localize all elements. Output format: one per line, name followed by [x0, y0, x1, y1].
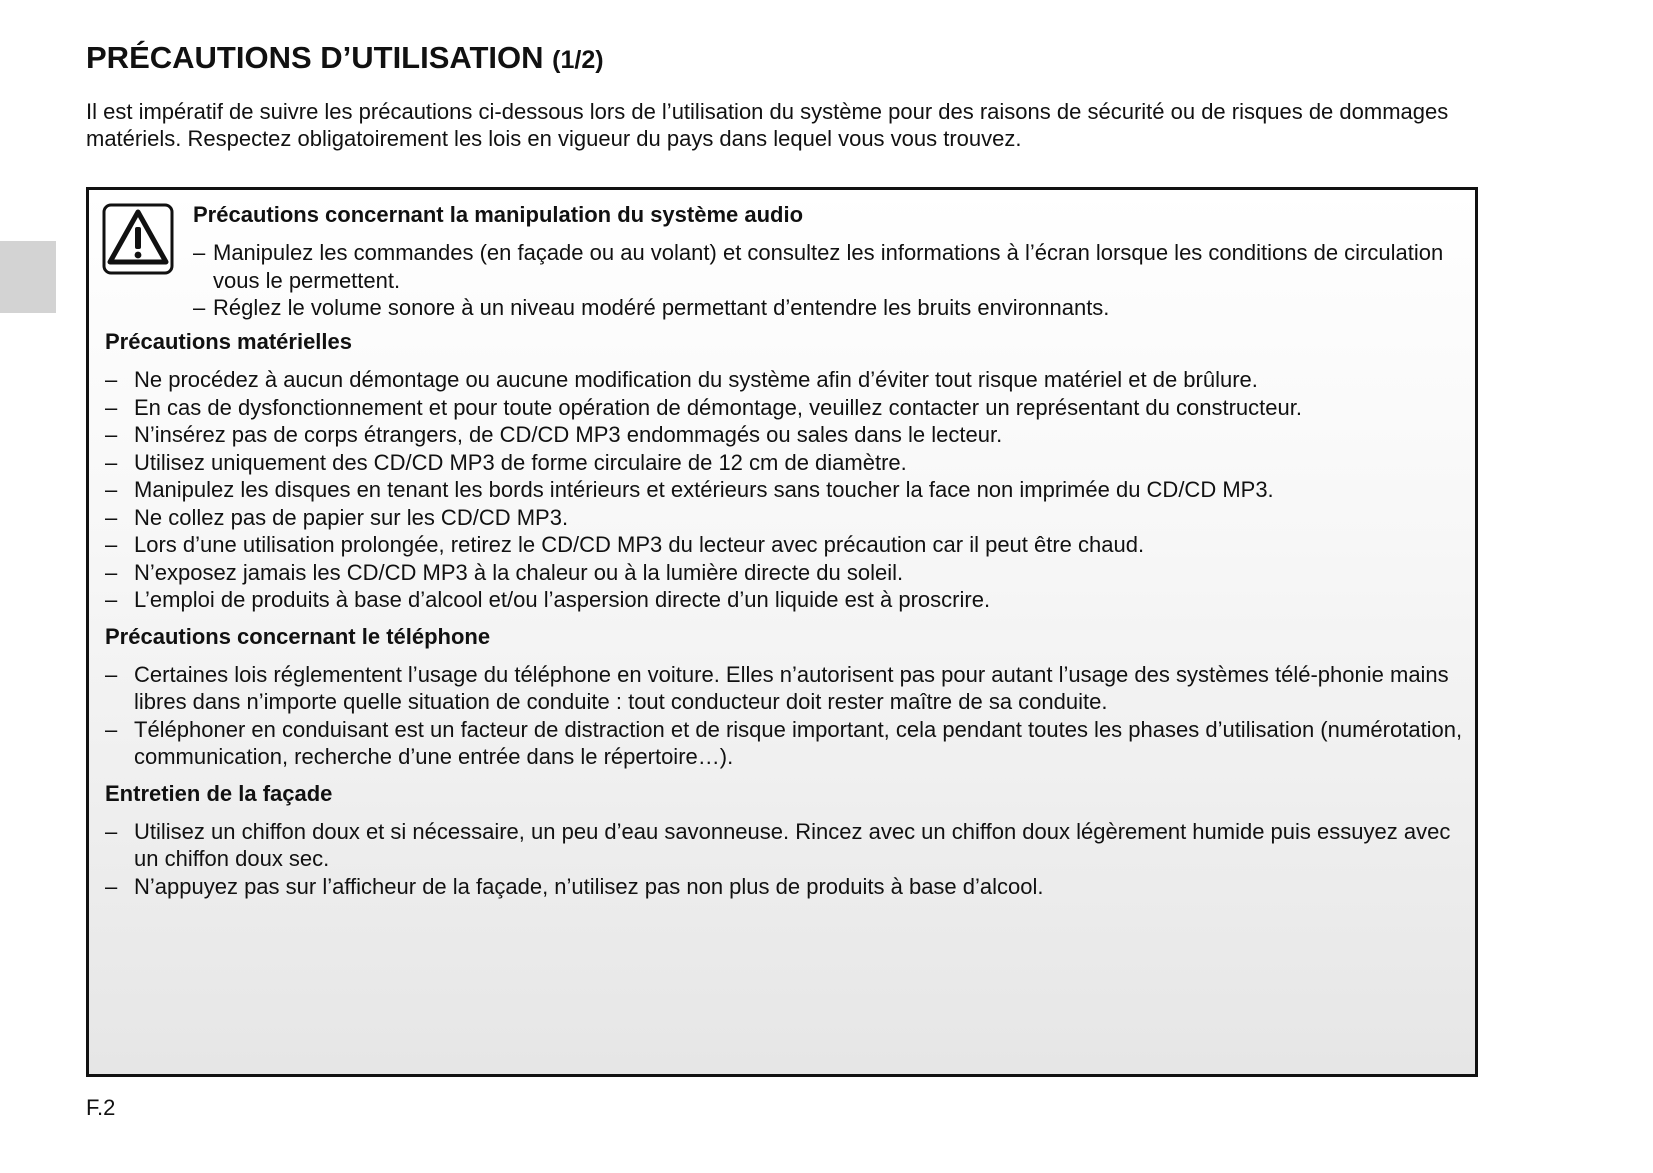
list-item: – Lors d’une utilisation prolongée, retirez le CD/CD MP3 du lecteur avec précaution car il peut être chaud. [105, 532, 1145, 557]
list-item: – Manipulez les commandes (en façade ou au volant) et consultez les informations à l’écran lorsque les conditions de circulation vous le permettent. [193, 240, 1444, 293]
list-item: – Réglez le volume sonore à un niveau modéré permettant d’entendre les bruits environnants. [193, 295, 1110, 320]
audio-precautions-list [193, 239, 1463, 322]
list-item: – Ne procédez à aucun démontage ou aucune modification du système afin d’éviter tout risque matériel et de brûlure. [105, 367, 1258, 392]
list-item: – Utilisez un chiffon doux et si nécessaire, un peu d’eau savonneuse. Rincez avec un chiffon doux légèrement humide puis essuyez avec un chiffon doux sec. [105, 818, 1451, 871]
list-item: – N’insérez pas de corps étrangers, de CD/CD MP3 endommagés ou sales dans le lecteur. [105, 422, 1003, 447]
page-number: F.2 [86, 1095, 116, 1120]
side-tab-marker [0, 241, 56, 313]
material-precautions-list [105, 366, 1465, 614]
page-title [86, 40, 604, 76]
material-precautions-heading: Précautions matérielles [105, 329, 353, 354]
page-title-text: PRÉCAUTIONS D’UTILISATION [86, 40, 544, 75]
audio-precautions-section [193, 201, 1463, 322]
list-item: – Manipulez les disques en tenant les bords intérieurs et extérieurs sans toucher la face non imprimée du CD/CD MP3. [105, 477, 1274, 502]
facade-care-heading: Entretien de la façade [105, 780, 333, 806]
list-item: – Certaines lois réglementent l’usage du téléphone en voiture. Elles n’autorisent pas pour autant l’usage des systèmes télé-phonie mains libres dans n’importe quelle situation de conduite : tout conducteur doit rester maître de sa conduite. [105, 661, 1449, 714]
warning-triangle-icon [102, 203, 174, 275]
list-item: – Téléphoner en conduisant est un facteur de distraction et de risque important, cela pendant toutes les phases d’utilisation (numérotation, communication, recherche d’une entrée dans le répertoire…). [105, 716, 1463, 769]
main-precautions-section [105, 328, 1465, 900]
list-item: – Ne collez pas de papier sur les CD/CD MP3. [105, 504, 569, 530]
audio-precautions-heading: Précautions concernant la manipulation du système audio [193, 202, 804, 227]
list-item: – N’appuyez pas sur l’afficheur de la façade, n’utilisez pas non plus de produits à base d’alcool. [105, 873, 1044, 899]
list-item: – En cas de dysfonctionnement et pour toute opération de démontage, veuillez contacter un représentant du constructeur. [105, 394, 1302, 420]
facade-care-list [105, 818, 1465, 901]
phone-precautions-list [105, 661, 1465, 771]
list-item: – N’exposez jamais les CD/CD MP3 à la chaleur ou à la lumière directe du soleil. [105, 559, 904, 585]
page-title-part: (1/2) [552, 46, 604, 74]
phone-precautions-heading: Précautions concernant le téléphone [105, 623, 491, 649]
list-item: – Utilisez uniquement des CD/CD MP3 de forme circulaire de 12 cm de diamètre. [105, 449, 907, 475]
intro-paragraph: Il est impératif de suivre les précautions ci-dessous lors de l’utilisation du système pour des raisons de sécurité ou de risques de dommages matériels. Respectez obligatoirement les lois en vigueur du pays dans lequel vous vous trouvez. [86, 99, 1449, 151]
list-item: – L’emploi de produits à base d’alcool et/ou l’aspersion directe d’un liquide est à proscrire. [105, 587, 991, 612]
precautions-box [86, 187, 1478, 1077]
